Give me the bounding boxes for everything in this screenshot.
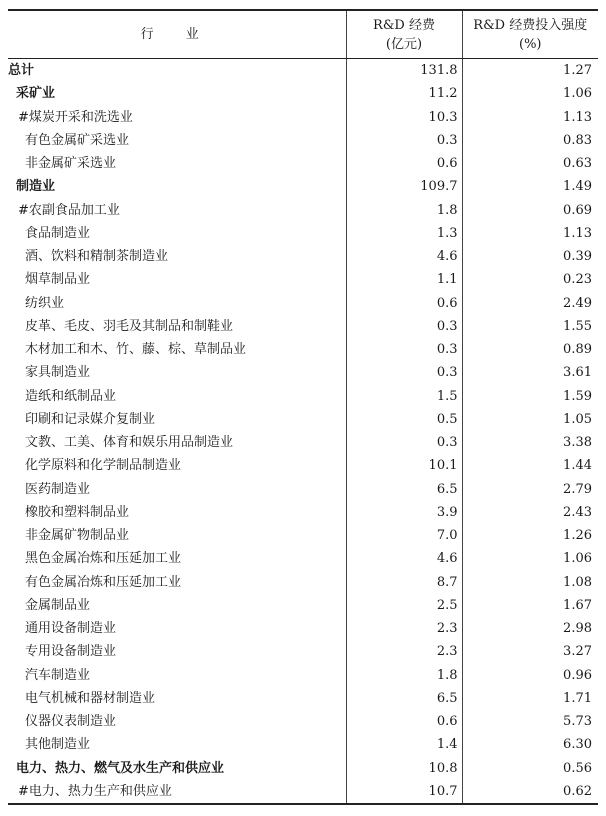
expenditure-cell: 1.8 <box>346 199 462 222</box>
expenditure-cell: 0.3 <box>346 431 462 454</box>
table-row <box>8 454 598 477</box>
intensity-cell: 2.49 <box>563 295 592 311</box>
intensity-cell: 3.27 <box>563 644 592 660</box>
expenditure-cell: 2.3 <box>346 640 462 663</box>
table-header <box>8 10 598 59</box>
industry-name-cell: 烟草制品业 <box>25 272 91 288</box>
table-row <box>8 617 598 640</box>
intensity-cell: 6.30 <box>563 737 592 753</box>
industry-name-cell: 家具制造业 <box>25 365 91 381</box>
expenditure-cell: 1.5 <box>346 385 462 408</box>
intensity-cell: 0.62 <box>462 780 598 804</box>
industry-name-cell: 汽车制造业 <box>25 667 91 683</box>
table-row <box>8 571 598 594</box>
expenditure-cell: 6.5 <box>346 687 462 710</box>
intensity-cell: 1.06 <box>563 86 592 102</box>
table-row <box>8 338 598 361</box>
table-row <box>8 106 598 129</box>
intensity-cell: 2.79 <box>563 481 592 497</box>
table-row <box>8 547 598 570</box>
intensity-cell: 2.43 <box>563 504 592 520</box>
industry-name-cell: 文教、工美、体育和娱乐用品制造业 <box>25 435 234 451</box>
industry-name-cell: 电气机械和器材制造业 <box>25 690 156 706</box>
intensity-cell: 1.71 <box>563 690 592 706</box>
header-intensity <box>462 10 598 59</box>
industry-name-cell: 黑色金属冶炼和压延加工业 <box>25 551 182 567</box>
table-row <box>8 733 598 756</box>
table-row <box>8 82 598 105</box>
intensity-cell: 1.13 <box>563 225 592 241</box>
table-row <box>8 757 598 780</box>
header-expenditure-label: R&D 经费 <box>373 17 435 33</box>
expenditure-cell: 1.8 <box>346 664 462 687</box>
industry-name-cell: 采矿业 <box>16 86 56 102</box>
intensity-cell: 1.55 <box>563 318 592 334</box>
table-row <box>8 222 598 245</box>
industry-name-cell: #电力、热力生产和供应业 <box>8 780 346 804</box>
intensity-cell: 1.67 <box>563 597 592 613</box>
industry-name-cell: 纺织业 <box>25 295 65 311</box>
table-row <box>8 524 598 547</box>
expenditure-cell: 10.3 <box>346 106 462 129</box>
expenditure-cell: 10.1 <box>346 454 462 477</box>
expenditure-cell: 109.7 <box>346 175 462 198</box>
expenditure-cell: 4.6 <box>346 547 462 570</box>
intensity-cell: 3.61 <box>563 365 592 381</box>
expenditure-cell: 10.7 <box>346 780 462 804</box>
expenditure-cell: 0.3 <box>346 338 462 361</box>
expenditure-cell: 6.5 <box>346 478 462 501</box>
intensity-cell: 3.38 <box>563 435 592 451</box>
intensity-cell: 0.63 <box>563 156 592 172</box>
industry-name-cell: 其他制造业 <box>25 737 91 753</box>
expenditure-cell: 1.1 <box>346 268 462 291</box>
industry-name-cell: 电力、热力、燃气及水生产和供应业 <box>16 760 225 776</box>
industry-name-cell: 酒、饮料和精制茶制造业 <box>25 249 169 265</box>
intensity-cell: 1.08 <box>563 574 592 590</box>
table-row <box>8 292 598 315</box>
intensity-cell: 1.26 <box>563 528 592 544</box>
table-row <box>8 780 598 804</box>
table-row <box>8 175 598 198</box>
industry-name-cell: 非金属矿物制品业 <box>25 528 130 544</box>
table-row <box>8 129 598 152</box>
expenditure-cell: 2.3 <box>346 617 462 640</box>
industry-name-cell: #农副食品加工业 <box>18 202 120 218</box>
intensity-cell: 0.69 <box>563 202 592 218</box>
table-body <box>8 59 598 805</box>
industry-name-cell: 化学原料和化学制品制造业 <box>25 458 182 474</box>
industry-name-cell: 专用设备制造业 <box>25 644 117 660</box>
table-row <box>8 268 598 291</box>
intensity-cell: 0.89 <box>563 342 592 358</box>
industry-name-cell: 制造业 <box>16 179 56 195</box>
expenditure-cell: 2.5 <box>346 594 462 617</box>
expenditure-cell: 8.7 <box>346 571 462 594</box>
expenditure-cell: 11.2 <box>346 82 462 105</box>
table-row <box>8 408 598 431</box>
intensity-cell: 0.56 <box>563 760 592 776</box>
intensity-cell: 1.27 <box>563 63 592 79</box>
intensity-cell: 2.98 <box>563 621 592 637</box>
expenditure-cell: 10.8 <box>346 757 462 780</box>
table-row <box>8 687 598 710</box>
industry-name-cell: 橡胶和塑料制品业 <box>25 504 130 520</box>
intensity-cell: 1.05 <box>563 411 592 427</box>
table-row <box>8 478 598 501</box>
expenditure-cell: 0.6 <box>346 292 462 315</box>
expenditure-cell: 0.6 <box>346 710 462 733</box>
expenditure-cell: 0.5 <box>346 408 462 431</box>
intensity-cell: 1.06 <box>563 551 592 567</box>
expenditure-cell: 0.6 <box>346 152 462 175</box>
industry-name-cell: 皮革、毛皮、羽毛及其制品和制鞋业 <box>25 318 234 334</box>
intensity-cell: 1.44 <box>563 458 592 474</box>
header-expenditure-unit: (亿元) <box>385 36 423 52</box>
rd-expenditure-table <box>8 9 598 805</box>
header-intensity-unit: (%) <box>519 36 542 52</box>
intensity-cell: 1.13 <box>563 109 592 125</box>
intensity-cell: 0.23 <box>563 272 592 288</box>
intensity-cell: 5.73 <box>563 714 592 730</box>
table-row <box>8 245 598 268</box>
industry-name-cell: 木材加工和木、竹、藤、棕、草制品业 <box>25 342 247 358</box>
intensity-cell: 0.96 <box>563 667 592 683</box>
table-row <box>8 710 598 733</box>
intensity-cell: 1.59 <box>563 388 592 404</box>
expenditure-cell: 0.3 <box>346 361 462 384</box>
table-row <box>8 664 598 687</box>
table-row <box>8 594 598 617</box>
industry-name-cell: 通用设备制造业 <box>25 621 117 637</box>
expenditure-cell: 0.3 <box>346 315 462 338</box>
header-industry: 行 业 <box>8 10 346 59</box>
table-row <box>8 431 598 454</box>
industry-name-cell: 有色金属冶炼和压延加工业 <box>25 574 182 590</box>
table-row <box>8 59 598 83</box>
industry-name-cell: 造纸和纸制品业 <box>25 388 117 404</box>
table-row <box>8 501 598 524</box>
expenditure-cell: 3.9 <box>346 501 462 524</box>
industry-name-cell: 有色金属矿采选业 <box>25 132 130 148</box>
industry-name-cell: 总计 <box>8 63 35 79</box>
expenditure-cell: 0.3 <box>346 129 462 152</box>
industry-name-cell: #煤炭开采和洗选业 <box>18 109 133 125</box>
expenditure-cell: 1.4 <box>346 733 462 756</box>
table-row <box>8 152 598 175</box>
header-intensity-label: R&D 经费投入强度 <box>473 17 588 33</box>
expenditure-cell: 1.3 <box>346 222 462 245</box>
industry-name-cell: 印刷和记录媒介复制业 <box>25 411 156 427</box>
table-row <box>8 361 598 384</box>
expenditure-cell: 7.0 <box>346 524 462 547</box>
table-row <box>8 315 598 338</box>
intensity-cell: 0.39 <box>563 249 592 265</box>
intensity-cell: 0.83 <box>563 132 592 148</box>
industry-name-cell: 仪器仪表制造业 <box>25 714 117 730</box>
header-expenditure <box>346 10 462 59</box>
expenditure-cell: 131.8 <box>346 59 462 83</box>
industry-name-cell: 金属制品业 <box>25 597 91 613</box>
industry-name-cell: 非金属矿采选业 <box>25 156 117 172</box>
expenditure-cell: 4.6 <box>346 245 462 268</box>
table-row <box>8 640 598 663</box>
industry-name-cell: 医药制造业 <box>25 481 91 497</box>
table-row <box>8 199 598 222</box>
table-row <box>8 385 598 408</box>
industry-name-cell: 食品制造业 <box>25 225 91 241</box>
intensity-cell: 1.49 <box>563 179 592 195</box>
